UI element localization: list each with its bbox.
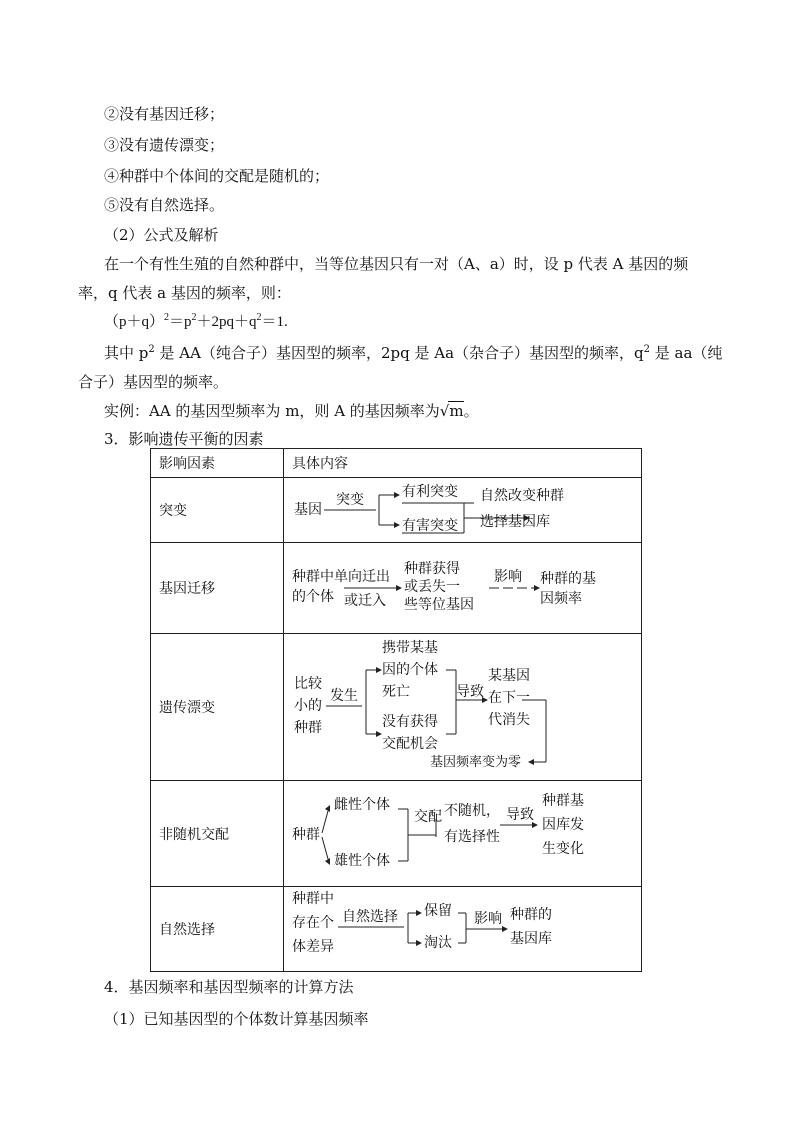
influence-label: 影响 (494, 569, 522, 585)
carrier-1: 携带某基 (382, 640, 438, 656)
mutation-gene: 基因 (294, 502, 322, 518)
mutation-arrows (284, 478, 650, 542)
paragraph-1-line-1: 在一个有性生殖的自然种群中，当等位基因只有一对（A、a）时，设 p 代表 A 基因的频 (104, 255, 689, 273)
formula-heading: （2）公式及解析 (104, 226, 219, 244)
sqrt-sign: √ (439, 402, 450, 420)
diagram-natural-selection (284, 887, 642, 972)
table-row (151, 634, 642, 781)
variation-1: 种群中 (292, 891, 334, 907)
disappear-1: 某基因 (488, 668, 530, 684)
natural-change-population: 自然改变种群 (480, 488, 564, 504)
small-pop-1: 比较 (294, 676, 322, 692)
not-random: 不随机， (444, 803, 500, 819)
section-4-title: 4．基因频率和基因型频率的计算方法 (104, 978, 354, 996)
influence-label-2: 影响 (474, 911, 502, 927)
lead-to-label: 导致 (456, 684, 484, 700)
genetic-equilibrium-factors-table (150, 448, 642, 972)
paragraph-2-line-1: 其中 $p^2$ 是 AA（纯合子）基因型的频率，2pq 是 Aa（杂合子）基因型的频率，$q^2$ 是 aa（纯 (104, 344, 723, 362)
section-4-subtitle: （1）已知基因型的个体数计算基因频率 (104, 1010, 369, 1028)
factor-natural-selection: 自然选择 (151, 887, 284, 972)
carrier-2: 因的个体 (382, 662, 438, 678)
condition-2: ②没有基因迁移； (104, 105, 225, 123)
condition-3: ③没有遗传漂变； (104, 136, 225, 154)
no-mating-1: 没有获得 (382, 714, 438, 730)
mating-label: 交配 (414, 809, 442, 825)
factor-gene-flow: 基因迁移 (151, 543, 284, 634)
beneficial-mutation: 有利突变 (402, 484, 458, 500)
gene-pool-1: 种群的 (510, 907, 552, 923)
mutation-label: 突变 (336, 492, 364, 508)
eliminate-label: 淘汰 (424, 935, 452, 951)
gene-pool-2: 基因库 (510, 931, 552, 947)
diagram-gene-flow (284, 543, 642, 634)
gene-flow-arrows (284, 543, 650, 633)
condition-5: ⑤没有自然选择。 (104, 196, 225, 214)
migration-text-1: 种群中单向迁出 (292, 569, 390, 585)
table-row (151, 781, 642, 887)
condition-4: ④种群中个体间的交配是随机的； (104, 167, 330, 185)
gene-frequency-1: 种群的基 (540, 571, 596, 587)
no-mating-2: 交配机会 (382, 736, 438, 752)
paragraph-2-line-2: 合子）基因型的频率。 (78, 373, 229, 391)
example-line: 实例：AA 的基因型频率为 m，则 A 的基因频率为√m。 (104, 402, 479, 420)
gain-loss-1: 种群获得 (404, 561, 460, 577)
section-3-title: 3．影响遗传平衡的因素 (104, 430, 264, 448)
diagram-mutation (284, 478, 642, 543)
natural-selection-arrows (284, 887, 650, 971)
gene-pool-change-1: 种群基 (542, 793, 584, 809)
factor-genetic-drift: 遗传漂变 (151, 634, 284, 781)
table-row (151, 887, 642, 972)
sqrt-body: m (449, 402, 464, 420)
table-header-row (151, 449, 642, 478)
migration-text-3: 或迁入 (344, 593, 386, 609)
table-row (151, 478, 642, 543)
header-content: 具体内容 (284, 449, 642, 478)
small-pop-2: 小的 (294, 698, 322, 714)
disappear-3: 代消失 (488, 712, 530, 728)
population-label: 种群 (292, 827, 320, 843)
diagram-nonrandom-mating (284, 781, 642, 887)
gain-loss-2: 或丢失一 (404, 579, 460, 595)
disappear-2: 在下一 (488, 690, 530, 706)
gene-pool-change-3: 生变化 (542, 841, 584, 857)
variation-3: 体差异 (292, 939, 334, 955)
male-individual: 雄性个体 (334, 853, 390, 869)
gene-frequency-2: 因频率 (540, 591, 582, 607)
natural-selection-label: 自然选择 (342, 909, 398, 925)
lead-to-label-2: 导致 (506, 807, 534, 823)
hardy-weinberg-equation: $(p+q)^2=p^2+2pq+q^2=1$. (104, 312, 288, 330)
diagram-genetic-drift (284, 634, 642, 781)
gene-pool-change-2: 因库发 (542, 817, 584, 833)
paragraph-1-line-2: 率，q 代表 a 基因的频率，则： (78, 284, 291, 302)
gain-loss-3: 些等位基因 (404, 597, 474, 613)
selection-gene-pool: 选择基因库 (480, 514, 550, 530)
header-factor: 影响因素 (151, 449, 284, 478)
small-pop-3: 种群 (294, 720, 322, 736)
table-row (151, 543, 642, 634)
frequency-zero: 基因频率变为零 (430, 755, 522, 770)
harmful-mutation: 有害突变 (402, 518, 458, 534)
selective: 有选择性 (444, 829, 500, 845)
occur-label: 发生 (330, 688, 358, 704)
female-individual: 雌性个体 (334, 797, 390, 813)
variation-2: 存在个 (292, 915, 334, 931)
factor-mutation: 突变 (151, 478, 284, 543)
migration-text-2: 的个体 (292, 589, 334, 605)
retain-label: 保留 (424, 903, 452, 919)
factor-nonrandom-mating: 非随机交配 (151, 781, 284, 887)
carrier-3: 死亡 (382, 684, 410, 700)
